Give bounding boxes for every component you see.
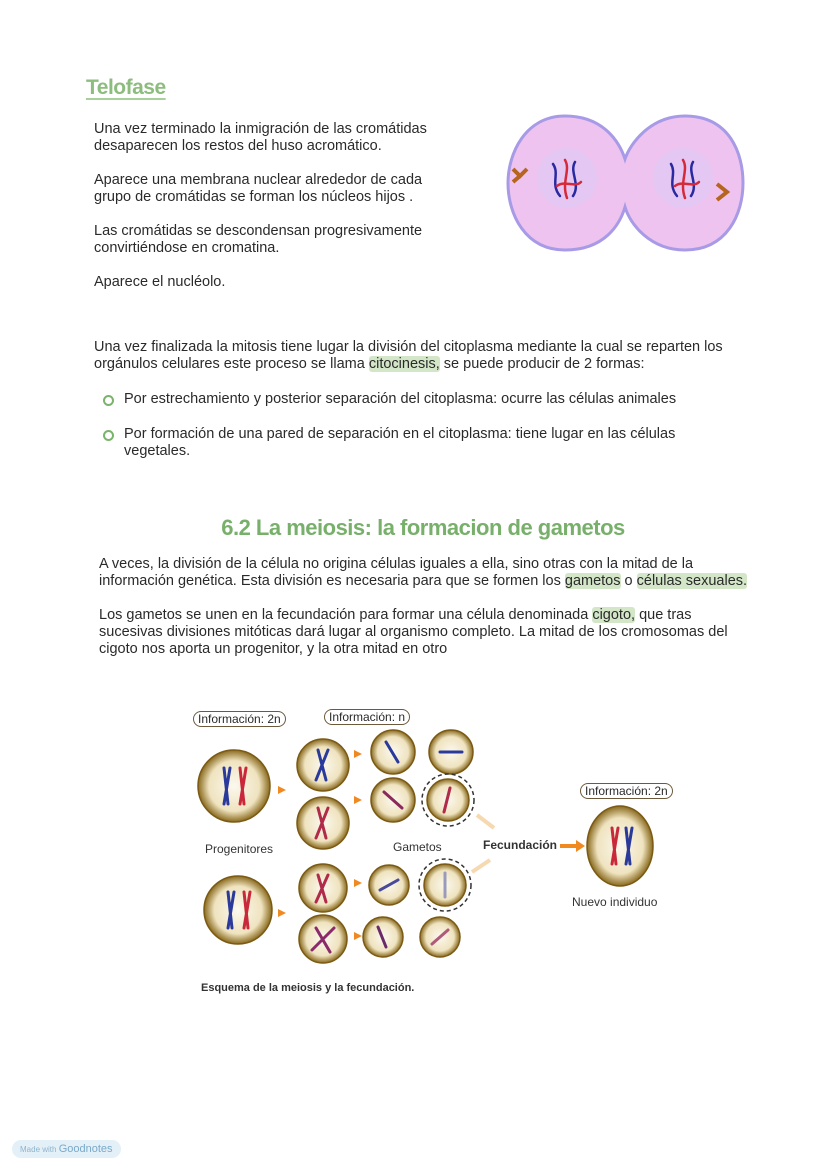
text-line: Las cromátidas se descondensan progresivamente	[94, 223, 423, 239]
goodnotes-badge	[12, 1140, 121, 1158]
info-2n-result-label: Información: 2n	[580, 783, 673, 799]
highlighted-term: cigoto,	[592, 607, 636, 623]
goodnotes-logo: Goodnotes	[58, 1143, 113, 1155]
text: o	[620, 573, 637, 589]
text: orgánulos celulares este proceso se llama	[94, 356, 369, 372]
text-line: Una vez terminado la inmigración de las cromátidas	[94, 121, 427, 137]
text-line: cigoto nos aporta un progenitor, y la otra mitad en otro	[99, 641, 448, 657]
text-line: Aparece una membrana nuclear alrededor de cada	[94, 172, 423, 188]
info-2n-label: Información: 2n	[193, 711, 286, 727]
highlighted-term: citocinesis,	[368, 356, 440, 372]
text-line: A veces, la división de la célula no origina células iguales a ella, sino otras con la mitad de la	[99, 556, 694, 572]
meiosis-heading: 6.2 La meiosis: la formacion de gametos	[221, 515, 625, 540]
diagram-caption: Esquema de la meiosis y la fecundación.	[201, 982, 415, 994]
text-line: sucesivas divisiones mitóticas dará lugar al organismo completo. La mitad de los cromosomas del	[99, 624, 728, 640]
made-with-text: Made with	[20, 1145, 57, 1154]
text-line: grupo de cromátidas se forman los núcleos hijos .	[94, 189, 414, 205]
text: información genética. Esta división es necesaria para que se formen los	[99, 573, 565, 589]
fecundacion-label: Fecundación	[483, 838, 558, 852]
list-item-text: Por formación de una pared de separación en el citoplasma: tiene lugar en las células vegetales.	[124, 426, 676, 459]
text-line: Aparece el nucléolo.	[94, 274, 226, 290]
text: que tras	[635, 607, 692, 623]
text-line: desaparecen los restos del huso acromático.	[94, 138, 382, 154]
text-line: Una vez finalizada la mitosis tiene lugar la división del citoplasma mediante la cual se reparten los	[94, 339, 723, 355]
gametos-label: Gametos	[393, 840, 442, 854]
text: se puede producir de 2 formas:	[439, 356, 645, 372]
info-n-label: Información: n	[324, 709, 410, 725]
telofase-title: Telofase	[86, 76, 166, 99]
list-item-text: Por estrechamiento y posterior separación del citoplasma: ocurre las células animales	[124, 391, 677, 407]
progenitores-label: Progenitores	[205, 842, 274, 856]
highlighted-term: células sexuales.	[636, 573, 748, 589]
text: Los gametos se unen en la fecundación para formar una célula denominada	[99, 607, 593, 623]
nuevo-individuo-label: Nuevo individuo	[572, 895, 658, 909]
highlighted-term: gametos	[564, 573, 621, 589]
text-line: convirtiéndose en cromatina.	[94, 240, 280, 256]
